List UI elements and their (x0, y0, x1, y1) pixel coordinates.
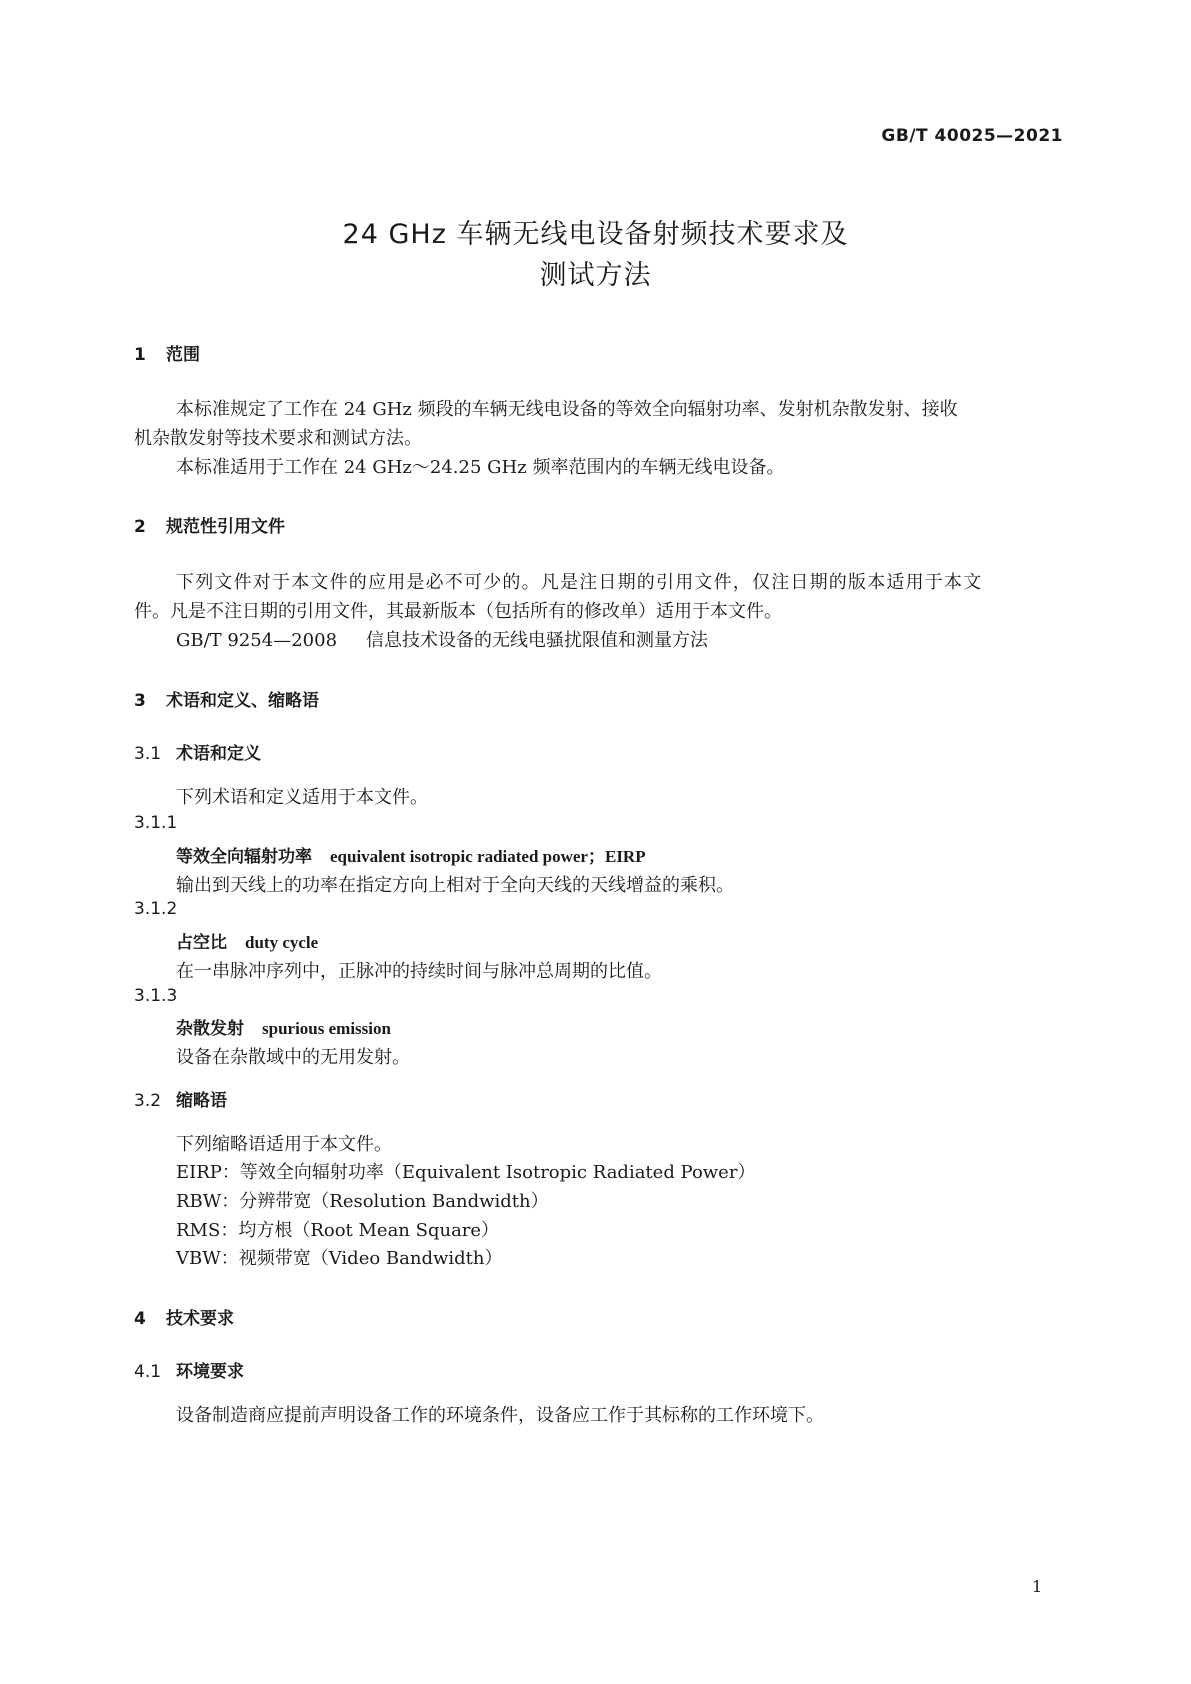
section-title: 技术要求 (166, 1309, 234, 1329)
subsection-title: 术语和定义 (176, 744, 261, 764)
section-1-paragraph-2: 本标准适用于工作在 24 GHz～24.25 GHz 频率范围内的车辆无线电设备。 (176, 457, 785, 478)
subsection-number: 4.1 (134, 1362, 162, 1382)
term-chinese: 等效全向辐射功率 (176, 847, 312, 867)
reference-title: 信息技术设备的无线电骚扰限值和测量方法 (366, 630, 708, 651)
section-title: 规范性引用文件 (166, 517, 285, 537)
term-entry (176, 928, 318, 953)
subsection-4-1-heading (134, 1357, 244, 1382)
section-1-heading (134, 340, 200, 365)
section-2-paragraph-line-2: 件。凡是不注日期的引用文件，其最新版本（包括所有的修改单）适用于本文件。 (134, 601, 782, 622)
section-2-heading (134, 512, 285, 537)
section-number: 1 (134, 345, 146, 365)
document-title-line-1: 24 GHz 车辆无线电设备射频技术要求及 (342, 219, 849, 250)
term-english: equivalent isotropic radiated power；EIRP (330, 847, 646, 866)
section-number: 4 (134, 1309, 146, 1329)
document-title-line-2: 测试方法 (539, 260, 652, 291)
page-number: 1 (1032, 1577, 1043, 1596)
term-definition: 设备在杂散域中的无用发射。 (176, 1047, 410, 1068)
section-title: 术语和定义、缩略语 (166, 691, 319, 711)
reference-code: GB/T 9254—2008 (176, 630, 338, 651)
normative-reference (176, 626, 708, 652)
section-number: 2 (134, 517, 146, 537)
term-number: 3.1.2 (134, 899, 178, 919)
term-english: spurious emission (262, 1019, 391, 1038)
abbreviation-item: VBW：视频带宽（Video Bandwidth） (176, 1248, 503, 1269)
section-2-paragraph-line-1: 下列文件对于本文件的应用是必不可少的。凡是注日期的引用文件，仅注日期的版本适用于本文 (176, 572, 983, 593)
standard-code: GB/T 40025—2021 (881, 126, 1063, 146)
section-1-paragraph-1-line-1: 本标准规定了工作在 24 GHz 频段的车辆无线电设备的等效全向辐射功率、发射机杂散发射、接收 (176, 399, 958, 420)
section-4-heading (134, 1304, 234, 1329)
term-entry (176, 842, 646, 867)
subsection-3-1-heading (134, 739, 261, 764)
subsection-number: 3.1 (134, 744, 162, 764)
term-chinese: 杂散发射 (176, 1019, 244, 1039)
terms-intro: 下列术语和定义适用于本文件。 (176, 787, 428, 808)
section-3-heading (134, 686, 319, 711)
section-4-1-paragraph: 设备制造商应提前声明设备工作的环境条件，设备应工作于其标称的工作环境下。 (176, 1405, 824, 1426)
abbreviation-item: EIRP：等效全向辐射功率（Equivalent Isotropic Radiated Power） (176, 1162, 756, 1183)
term-number: 3.1.3 (134, 986, 178, 1006)
term-entry (176, 1014, 391, 1039)
subsection-title: 缩略语 (176, 1091, 227, 1111)
term-definition: 输出到天线上的功率在指定方向上相对于全向天线的天线增益的乘积。 (176, 875, 734, 896)
subsection-number: 3.2 (134, 1091, 162, 1111)
term-definition: 在一串脉冲序列中，正脉冲的持续时间与脉冲总周期的比值。 (176, 961, 662, 982)
section-number: 3 (134, 691, 146, 711)
section-1-paragraph-1-line-2: 机杂散发射等技术要求和测试方法。 (134, 428, 422, 449)
abbreviations-intro: 下列缩略语适用于本文件。 (176, 1134, 392, 1155)
term-english: duty cycle (245, 933, 319, 952)
section-title: 范围 (166, 345, 200, 365)
term-number: 3.1.1 (134, 813, 178, 833)
term-chinese: 占空比 (176, 933, 227, 953)
abbreviation-item: RBW：分辨带宽（Resolution Bandwidth） (176, 1191, 549, 1212)
abbreviation-item: RMS：均方根（Root Mean Square） (176, 1220, 500, 1241)
subsection-title: 环境要求 (176, 1362, 244, 1382)
subsection-3-2-heading (134, 1086, 227, 1111)
